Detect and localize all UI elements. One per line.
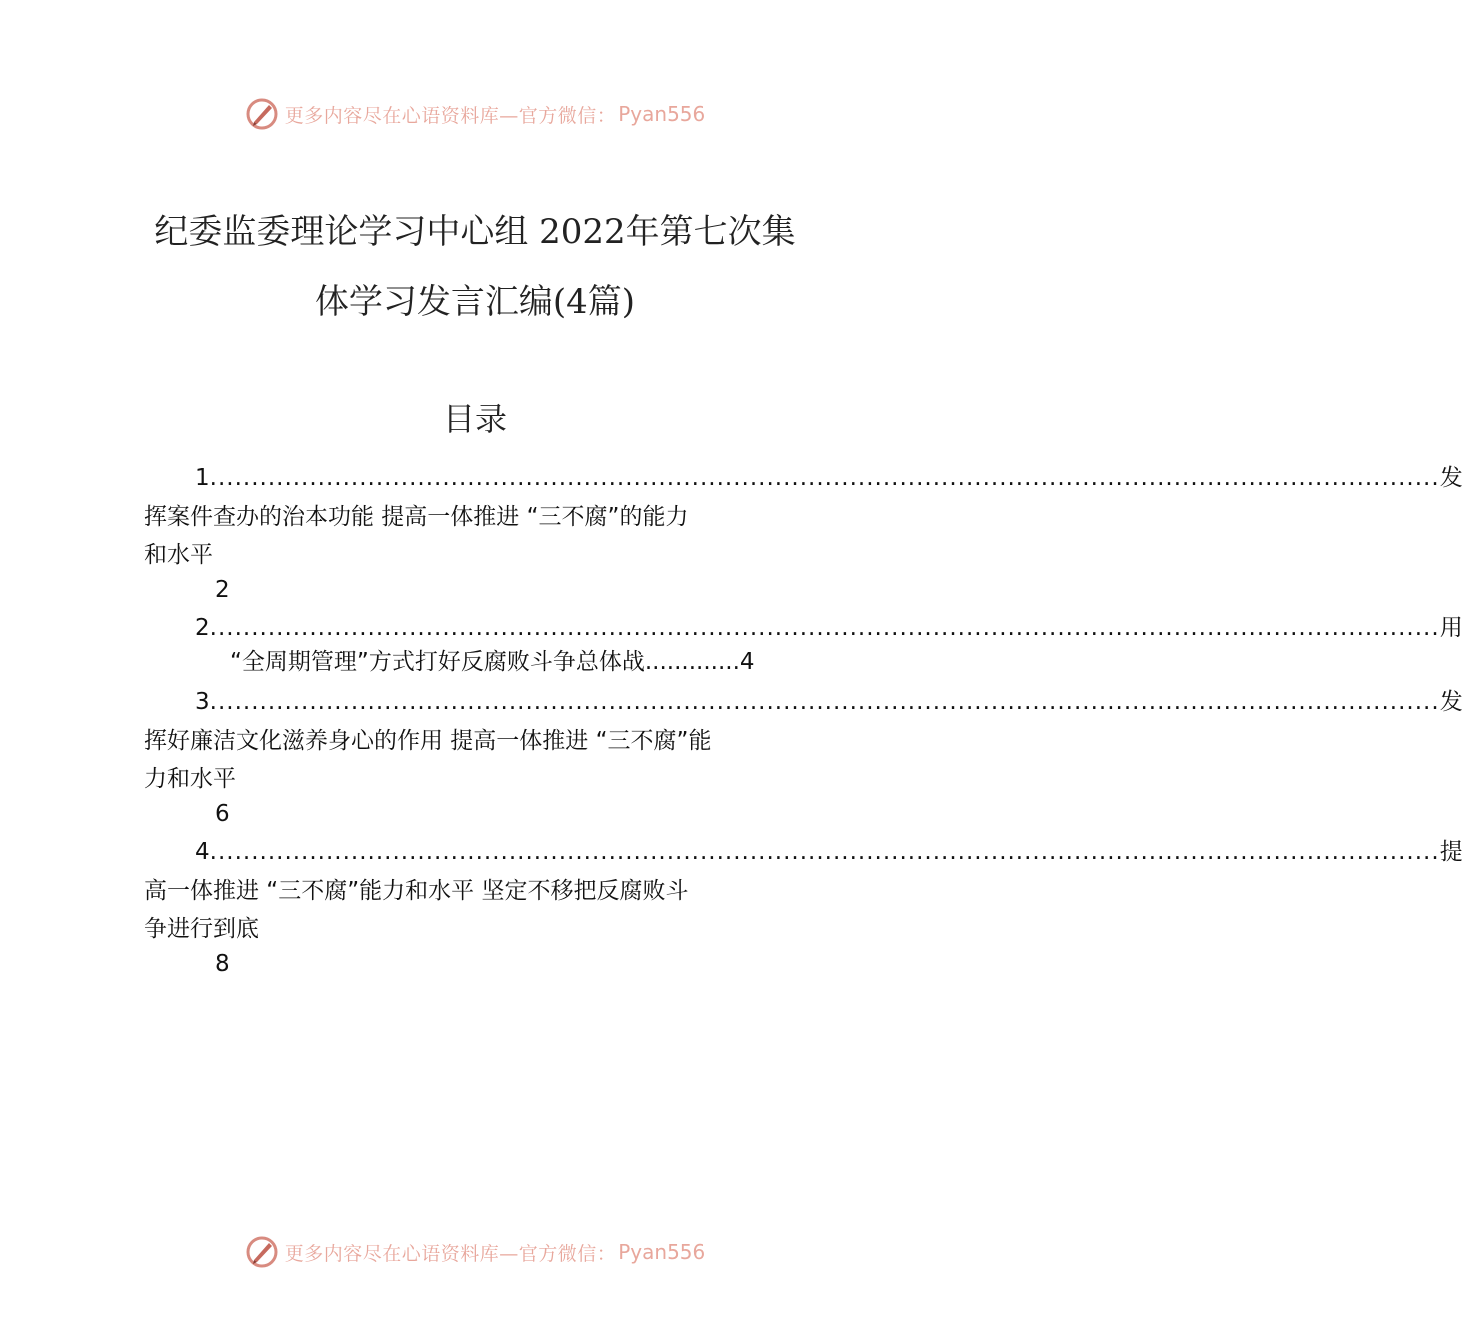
- toc-entry-first-char: 发: [1439, 465, 1463, 491]
- toc-entry-first-char: 提: [1439, 839, 1463, 865]
- toc-entry-4-line-1[interactable]: 高一体推进 “三不腐”能力和水平 坚定不移把反腐败斗: [144, 878, 689, 904]
- toc-entry-number: 1: [195, 465, 210, 491]
- toc-entry-2-page: 4: [739, 649, 755, 675]
- banner-text: 更多内容尽在心语资料库—官方微信：: [284, 1242, 617, 1265]
- toc-entry-2-title: “全周期管理”方式打好反腐败斗争总体战.............: [230, 649, 740, 675]
- toc-entry-1-line-2[interactable]: 和水平: [144, 542, 213, 568]
- dot-leader: ....................................................................................................................................................: [209, 465, 1440, 491]
- toc-entry-3-leader[interactable]: [195, 689, 1463, 715]
- toc-entry-2-leader[interactable]: [195, 615, 1463, 641]
- document-title-line-2: 体学习发言汇编(4篇): [314, 282, 636, 322]
- document-title-line-1: 纪委监委理论学习中心组 2022年第七次集: [154, 212, 796, 252]
- dot-leader: ....................................................................................................................................................: [209, 615, 1440, 641]
- banner-text: 更多内容尽在心语资料库—官方微信：: [284, 104, 617, 127]
- toc-heading: 目录: [442, 400, 507, 438]
- toc-entry-3-line-2[interactable]: 力和水平: [144, 766, 236, 792]
- toc-entry-1-line-1[interactable]: 挥案件查办的治本功能 提高一体推进 “三不腐”的能力: [144, 504, 689, 530]
- toc-entry-number: 2: [195, 615, 210, 641]
- toc-entry-3-page[interactable]: 6: [215, 801, 230, 827]
- toc-entry-4-page[interactable]: 8: [215, 951, 230, 977]
- toc-entry-number: 3: [195, 689, 210, 715]
- dot-leader: ....................................................................................................................................................: [209, 689, 1440, 715]
- toc-entry-4-line-2[interactable]: 争进行到底: [144, 916, 259, 942]
- toc-entry-1-leader[interactable]: [195, 465, 1463, 491]
- toc-entry-1-page[interactable]: 2: [215, 577, 230, 603]
- toc-entry-2-line-1[interactable]: [230, 649, 755, 675]
- pen-logo-icon: [245, 1235, 279, 1269]
- toc-entry-first-char: 用: [1439, 615, 1463, 641]
- pen-logo-icon: [245, 97, 279, 131]
- footer-banner: [0, 1232, 950, 1272]
- toc-entry-number: 4: [195, 839, 210, 865]
- dot-leader: ....................................................................................................................................................: [209, 839, 1440, 865]
- header-banner: [0, 94, 950, 134]
- banner-wechat-id: Pyan556: [618, 102, 706, 126]
- toc-entry-first-char: 发: [1439, 689, 1463, 715]
- banner-wechat-id: Pyan556: [618, 1240, 706, 1264]
- toc-entry-4-leader[interactable]: [195, 839, 1463, 865]
- toc-entry-3-line-1[interactable]: 挥好廉洁文化滋养身心的作用 提高一体推进 “三不腐”能: [144, 728, 712, 754]
